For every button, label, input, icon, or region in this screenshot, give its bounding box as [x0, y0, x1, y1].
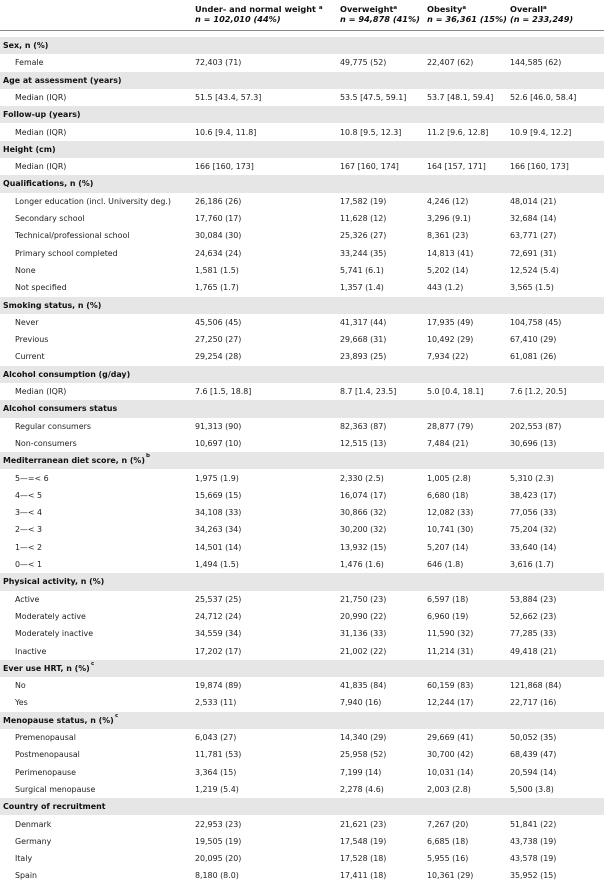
- table-cell: 5,310 (2.3): [510, 473, 554, 483]
- section-title: Alcohol consumers status: [3, 404, 118, 414]
- table-cell: 24,712 (24): [195, 611, 242, 621]
- table-cell: 3,364 (15): [195, 767, 237, 777]
- table-cell: 7,199 (14): [340, 767, 382, 777]
- table-cell: 166 [160, 173]: [510, 162, 569, 172]
- table-cell: 6,597 (18): [427, 594, 469, 604]
- section-title: Sex, n (%): [3, 41, 49, 50]
- header-rule: [0, 30, 604, 31]
- table-cell: 77,285 (33): [510, 629, 557, 639]
- table-cell: 43,578 (19): [510, 854, 557, 864]
- table-cell: 20,594 (14): [510, 767, 557, 777]
- table-cell: 1,581 (1.5): [195, 265, 239, 275]
- table-cell: 17,548 (19): [340, 836, 387, 846]
- table-cell: 30,700 (42): [427, 750, 474, 760]
- section-title: Qualifications, n (%): [3, 179, 94, 189]
- table-row: [0, 262, 604, 279]
- table-cell: 3,565 (1.5): [510, 283, 554, 293]
- table-cell: 121,868 (84): [510, 681, 562, 691]
- table-cell: 51,841 (22): [510, 819, 557, 829]
- table-cell: 51.5 [43.4, 57.3]: [195, 92, 262, 102]
- table-cell: 4,246 (12): [427, 196, 469, 206]
- table-cell: 72,403 (71): [195, 58, 242, 68]
- table-cell: 12,524 (5.4): [510, 265, 559, 275]
- footnote-marker: c: [91, 660, 95, 667]
- row-label: Current: [15, 352, 45, 362]
- table-row: [0, 124, 604, 141]
- table-cell: 34,263 (34): [195, 525, 242, 535]
- table-cell: 34,108 (33): [195, 508, 242, 518]
- row-label: Postmenopausal: [15, 750, 80, 760]
- table-cell: 31,136 (33): [340, 629, 387, 639]
- row-label: Italy: [15, 854, 33, 864]
- table-cell: 77,056 (33): [510, 508, 557, 518]
- table-cell: 2,330 (2.5): [340, 473, 384, 483]
- table-cell: 21,621 (23): [340, 819, 387, 829]
- table-cell: 202,553 (87): [510, 421, 562, 431]
- section-header-row: [0, 141, 604, 158]
- table-cell: 25,326 (27): [340, 231, 387, 241]
- table-cell: 22,953 (23): [195, 819, 242, 829]
- row-label: 5—=< 6: [15, 473, 49, 483]
- section-header-row: [0, 297, 604, 314]
- section-header-row: [0, 573, 604, 590]
- table-cell: 21,750 (23): [340, 594, 387, 604]
- table-row: [0, 867, 604, 884]
- table-row: [0, 89, 604, 106]
- table-cell: 104,758 (45): [510, 317, 562, 327]
- table-cell: 11.2 [9.6, 12.8]: [427, 127, 489, 137]
- table-cell: 19,505 (19): [195, 836, 242, 846]
- row-label: Median (IQR): [15, 387, 67, 396]
- table-cell: 25,537 (25): [195, 594, 242, 604]
- table-row: [0, 746, 604, 763]
- table-cell: 3,616 (1.7): [510, 560, 554, 569]
- table-cell: 6,043 (27): [195, 733, 237, 742]
- table-row: [0, 539, 604, 556]
- row-label: 3—< 4: [15, 508, 43, 518]
- table-cell: 5,741 (6.1): [340, 265, 384, 275]
- table-row: [0, 331, 604, 348]
- section-title: Smoking status, n (%): [3, 300, 102, 310]
- table-cell: 17,202 (17): [195, 646, 242, 656]
- section-title: Height (cm): [3, 144, 56, 154]
- table-cell: 10.6 [9.4, 11.8]: [195, 127, 257, 137]
- table-row: [0, 279, 604, 296]
- row-label: Surgical menopause: [15, 784, 96, 794]
- section-header-row: [0, 400, 604, 417]
- table-cell: 1,494 (1.5): [195, 560, 239, 569]
- column-header-obesity: Obesity$^a$ n = 36,361 (15%): [427, 4, 507, 24]
- table-cell: 11,781 (53): [195, 750, 242, 760]
- table-cell: 144,585 (62): [510, 58, 562, 68]
- row-label: 4—< 5: [15, 490, 43, 500]
- table-cell: 53.5 [47.5, 59.1]: [340, 92, 407, 102]
- table-cell: 72,691 (31): [510, 248, 557, 258]
- table-cell: 20,990 (22): [340, 611, 387, 621]
- table-cell: 1,357 (1.4): [340, 283, 384, 293]
- table-cell: 53,884 (23): [510, 594, 557, 604]
- table-cell: 19,874 (89): [195, 681, 242, 691]
- section-header-row: [0, 37, 604, 54]
- table-cell: 25,958 (52): [340, 750, 387, 760]
- row-label: Germany: [15, 836, 52, 846]
- table-row: [0, 521, 604, 538]
- table-cell: 29,669 (41): [427, 733, 474, 742]
- section-title: Physical activity, n (%): [3, 577, 105, 587]
- row-label: Regular consumers: [15, 421, 91, 431]
- row-label: Non-consumers: [15, 438, 77, 448]
- table-cell: 67,410 (29): [510, 335, 557, 345]
- table-cell: 5,207 (14): [427, 542, 469, 552]
- table-cell: 5,500 (3.8): [510, 784, 554, 794]
- row-label: Median (IQR): [15, 162, 67, 172]
- table-cell: 26,186 (26): [195, 196, 242, 206]
- table-cell: 17,760 (17): [195, 214, 242, 223]
- table-cell: 1,765 (1.7): [195, 283, 239, 293]
- section-header-row: [0, 712, 604, 729]
- table-row: [0, 348, 604, 365]
- table-cell: 33,640 (14): [510, 542, 557, 552]
- table-cell: 50,052 (35): [510, 733, 557, 742]
- table-cell: 22,717 (16): [510, 698, 557, 708]
- column-header-overweight: Overweight$^a$ n = 94,878 (41%): [340, 4, 420, 24]
- row-label: Median (IQR): [15, 92, 67, 102]
- table-cell: 45,506 (45): [195, 317, 242, 327]
- table-row: [0, 764, 604, 781]
- row-label: Yes: [15, 698, 28, 708]
- table-row: [0, 781, 604, 798]
- table-cell: 27,250 (27): [195, 335, 242, 345]
- row-label: 0—< 1: [15, 560, 43, 569]
- section-title: Country of recruitment: [3, 802, 106, 812]
- table-cell: 443 (1.2): [427, 283, 464, 293]
- table-cell: 23,893 (25): [340, 352, 387, 362]
- table-cell: 91,313 (90): [195, 421, 242, 431]
- table-row: [0, 435, 604, 452]
- table-cell: 7,934 (22): [427, 352, 469, 362]
- table-cell: 166 [160, 173]: [195, 162, 254, 172]
- table-cell: 167 [160, 174]: [340, 162, 399, 172]
- table-cell: 17,935 (49): [427, 317, 474, 327]
- table-row: [0, 816, 604, 833]
- row-label: Technical/professional school: [15, 231, 130, 241]
- table-cell: 7.6 [1.5, 18.8]: [195, 387, 252, 396]
- table-cell: 12,515 (13): [340, 438, 387, 448]
- table-cell: 7,940 (16): [340, 698, 382, 708]
- table-cell: 8,361 (23): [427, 231, 469, 241]
- table-cell: 11,590 (32): [427, 629, 474, 639]
- table-cell: 34,559 (34): [195, 629, 242, 639]
- row-label: 2—< 3: [15, 525, 43, 535]
- table-cell: 1,476 (1.6): [340, 560, 384, 569]
- row-label: Never: [15, 317, 39, 327]
- table-row: [0, 833, 604, 850]
- table-cell: 21,002 (22): [340, 646, 387, 656]
- table-row: [0, 487, 604, 504]
- row-label: Primary school completed: [15, 248, 118, 258]
- table-row: [0, 556, 604, 573]
- table-cell: 38,423 (17): [510, 490, 557, 500]
- table-cell: 5,955 (16): [427, 854, 469, 864]
- table-cell: 28,877 (79): [427, 421, 474, 431]
- table-cell: 5.0 [0.4, 18.1]: [427, 387, 484, 396]
- table-cell: 82,363 (87): [340, 421, 387, 431]
- table-cell: 14,340 (29): [340, 733, 387, 742]
- table-cell: 10,361 (29): [427, 871, 474, 881]
- table-cell: 10.8 [9.5, 12.3]: [340, 127, 402, 137]
- table-cell: 646 (1.8): [427, 560, 464, 569]
- table-cell: 8,180 (8.0): [195, 871, 239, 881]
- table-row: [0, 850, 604, 867]
- row-label: Secondary school: [15, 214, 85, 223]
- table-cell: 1,005 (2.8): [427, 473, 471, 483]
- table-cell: 52.6 [46.0, 58.4]: [510, 92, 577, 102]
- table-cell: 41,317 (44): [340, 317, 387, 327]
- row-label: Premenopausal: [15, 733, 76, 742]
- table-cell: 6,680 (18): [427, 490, 469, 500]
- table-row: [0, 227, 604, 244]
- table-cell: 6,685 (18): [427, 836, 469, 846]
- table-cell: 24,634 (24): [195, 248, 242, 258]
- table-cell: 32,684 (14): [510, 214, 557, 223]
- section-title: Mediterranean diet score, n (%): [3, 456, 145, 466]
- row-label: 1—< 2: [15, 542, 43, 552]
- table-row: [0, 694, 604, 711]
- table-cell: 10,031 (14): [427, 767, 474, 777]
- table-cell: 12,082 (33): [427, 508, 474, 518]
- table-row: [0, 504, 604, 521]
- section-title: Follow-up (years): [3, 110, 81, 120]
- table-row: [0, 314, 604, 331]
- row-label: Female: [15, 58, 44, 68]
- section-title: Alcohol consumption (g/day): [3, 369, 131, 379]
- footnote-marker: b: [146, 453, 150, 460]
- table-row: [0, 625, 604, 642]
- section-title: Menopause status, n (%): [3, 715, 114, 725]
- table-cell: 1,219 (5.4): [195, 784, 239, 794]
- table-cell: 2,533 (11): [195, 698, 237, 708]
- row-label: Median (IQR): [15, 127, 67, 137]
- table-cell: 30,200 (32): [340, 525, 387, 535]
- table-cell: 10,741 (30): [427, 525, 474, 535]
- row-label: Not specified: [15, 283, 67, 293]
- section-title: Ever use HRT, n (%): [3, 663, 90, 673]
- table-cell: 29,668 (31): [340, 335, 387, 345]
- section-header-row: [0, 366, 604, 383]
- table-cell: 164 [157, 171]: [427, 162, 486, 172]
- table-cell: 14,813 (41): [427, 248, 474, 258]
- table-row: [0, 418, 604, 435]
- row-label: Denmark: [15, 819, 52, 829]
- table-row: [0, 193, 604, 210]
- row-label: None: [15, 265, 36, 275]
- table-cell: 13,932 (15): [340, 542, 387, 552]
- section-title: Age at assessment (years): [3, 75, 122, 85]
- table-cell: 48,014 (21): [510, 196, 557, 206]
- table-cell: 15,669 (15): [195, 490, 242, 500]
- table-cell: 61,081 (26): [510, 352, 557, 362]
- table-cell: 11,628 (12): [340, 214, 387, 223]
- table-cell: 11,214 (31): [427, 646, 474, 656]
- row-label: No: [15, 681, 26, 691]
- column-header-under-normal-weight: Under- and normal weight $^a$ n = 102,010 (44%): [195, 4, 323, 24]
- table-cell: 35,952 (15): [510, 871, 557, 881]
- table-cell: 41,835 (84): [340, 681, 387, 691]
- table-cell: 60,159 (83): [427, 681, 474, 691]
- table-cell: 14,501 (14): [195, 542, 242, 552]
- section-header-row: [0, 660, 604, 677]
- table-row: [0, 210, 604, 227]
- table-cell: 20,095 (20): [195, 854, 242, 864]
- table-cell: 52,662 (23): [510, 611, 557, 621]
- section-header-row: [0, 106, 604, 123]
- table-row: [0, 677, 604, 694]
- table-cell: 8.7 [1.4, 23.5]: [340, 387, 397, 396]
- table-cell: 17,582 (19): [340, 196, 387, 206]
- row-label: Perimenopause: [15, 767, 76, 777]
- table-cell: 17,411 (18): [340, 871, 387, 881]
- table-cell: 6,960 (19): [427, 611, 469, 621]
- table-cell: 68,439 (47): [510, 750, 557, 760]
- table-cell: 10.9 [9.4, 12.2]: [510, 127, 572, 137]
- table-cell: 49,418 (21): [510, 646, 557, 656]
- table-cell: 30,696 (13): [510, 438, 557, 448]
- table-cell: 10,492 (29): [427, 335, 474, 345]
- table-cell: 7,267 (20): [427, 819, 469, 829]
- table-row: [0, 591, 604, 608]
- table-row: [0, 608, 604, 625]
- table-cell: 29,254 (28): [195, 352, 242, 362]
- table-cell: 5,202 (14): [427, 265, 469, 275]
- table-cell: 75,204 (32): [510, 525, 557, 535]
- table-row: [0, 54, 604, 71]
- table-cell: 53.7 [48.1, 59.4]: [427, 92, 494, 102]
- table-row: [0, 729, 604, 746]
- table-cell: 7,484 (21): [427, 438, 469, 448]
- footnote-marker: c: [115, 712, 119, 719]
- section-header-row: [0, 175, 604, 192]
- table-row: [0, 245, 604, 262]
- row-label: Spain: [15, 871, 38, 881]
- table-cell: 2,278 (4.6): [340, 784, 384, 794]
- table-cell: 22,407 (62): [427, 58, 474, 68]
- table-cell: 3,296 (9.1): [427, 214, 471, 223]
- table-cell: 43,738 (19): [510, 836, 557, 846]
- row-label: Previous: [15, 335, 49, 345]
- section-header-row: [0, 72, 604, 89]
- table-row: [0, 158, 604, 175]
- row-label: Active: [15, 594, 40, 604]
- table-row: [0, 383, 604, 400]
- table-cell: 10,697 (10): [195, 438, 242, 448]
- table-cell: 30,084 (30): [195, 231, 242, 241]
- table-cell: 2,003 (2.8): [427, 784, 471, 794]
- row-label: Moderately active: [15, 611, 86, 621]
- table-cell: 33,244 (35): [340, 248, 387, 258]
- table-cell: 7.6 [1.2, 20.5]: [510, 387, 567, 396]
- table-cell: 1,975 (1.9): [195, 473, 239, 483]
- row-label: Moderately inactive: [15, 629, 94, 639]
- row-label: Inactive: [15, 646, 47, 656]
- row-label: Longer education (incl. University deg.): [15, 196, 171, 206]
- table-cell: 17,528 (18): [340, 854, 387, 864]
- table-cell: 30,866 (32): [340, 508, 387, 518]
- section-header-row: [0, 798, 604, 815]
- section-header-row: [0, 452, 604, 469]
- column-header-overall: Overall$^a$ (n = 233,249): [510, 4, 574, 24]
- table-row: [0, 470, 604, 487]
- table-cell: 12,244 (17): [427, 698, 474, 708]
- table-cell: 49,775 (52): [340, 58, 387, 68]
- table-cell: 63,771 (27): [510, 231, 557, 241]
- table-cell: 16,074 (17): [340, 490, 387, 500]
